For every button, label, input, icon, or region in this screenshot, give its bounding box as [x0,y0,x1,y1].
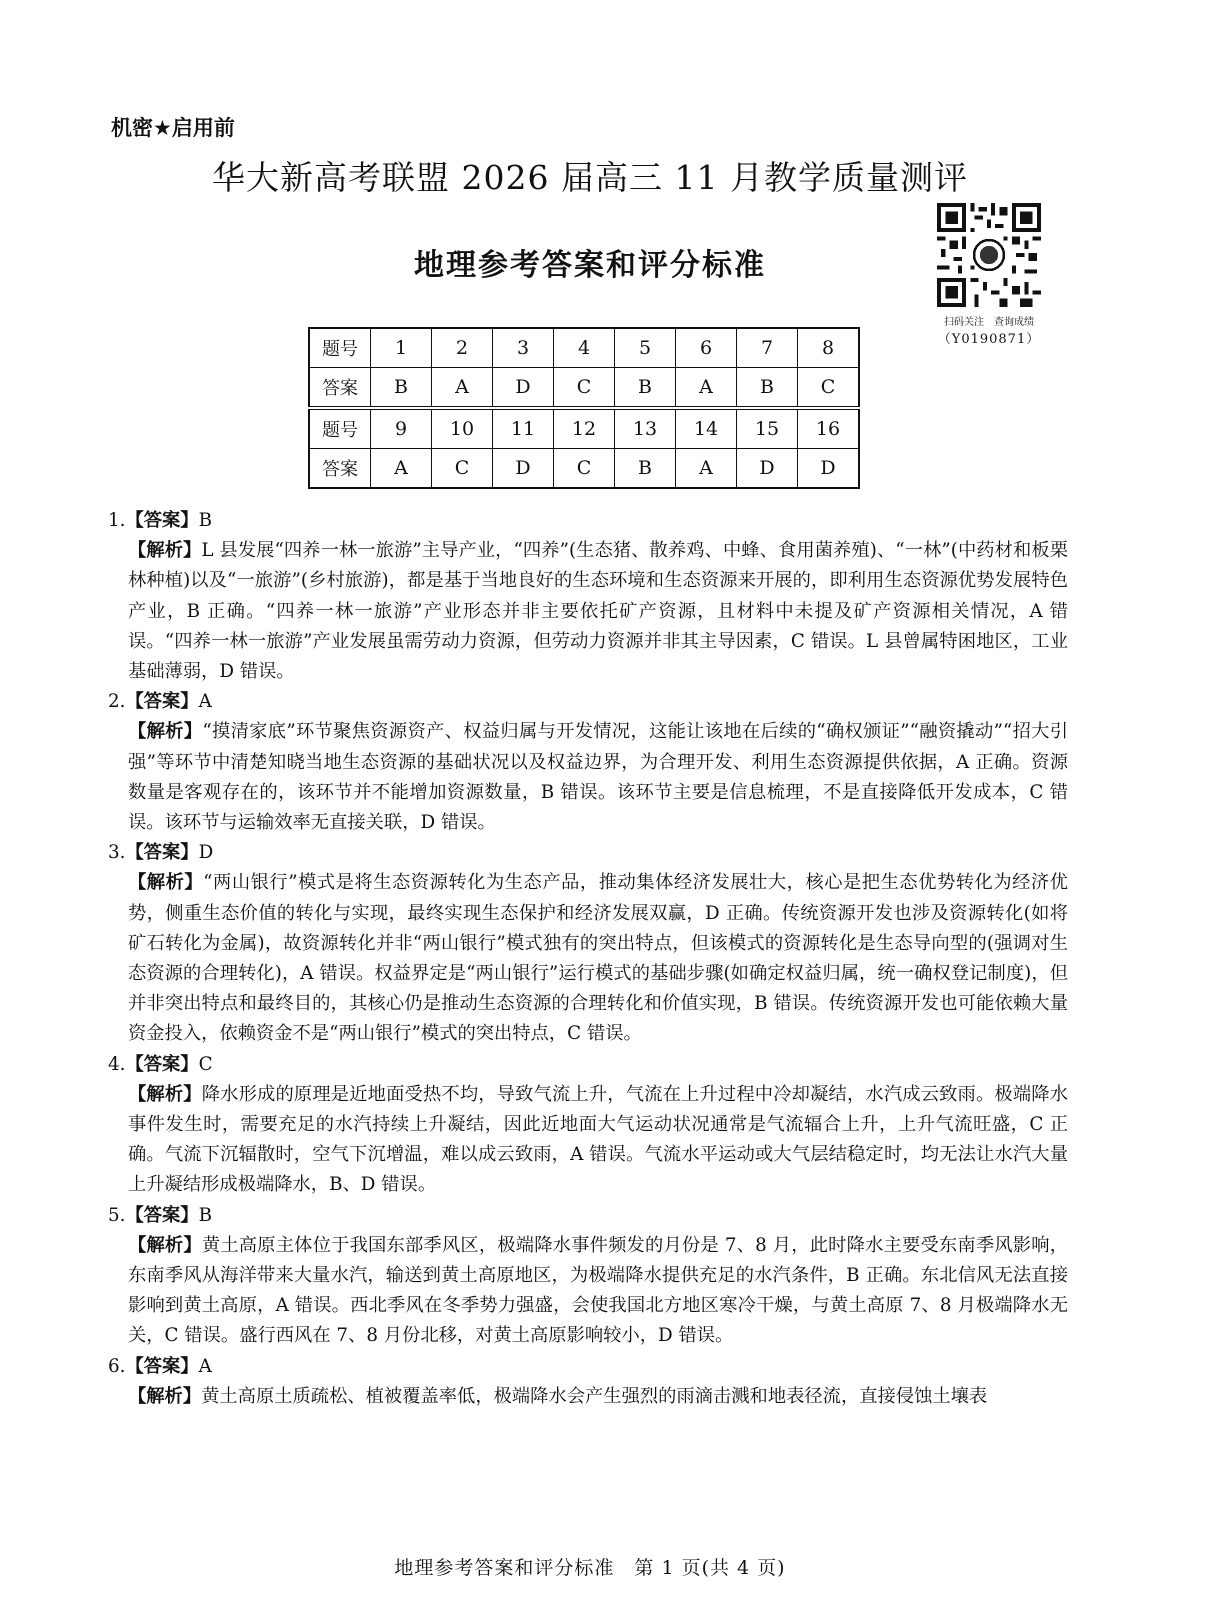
qr-caption: 扫码关注 查询成绩 [944,317,1034,328]
question-block [108,687,1068,838]
explanation-label: 【解析】 [128,872,204,894]
explanation-label: 【解析】 [128,721,203,743]
question-number: 11 [493,408,554,449]
question-block [108,1201,1068,1352]
answer-line [108,1352,1068,1382]
table-row-answers-2 [309,449,859,489]
explanation [128,1231,1068,1352]
answer-cell: A [432,368,493,409]
answer-value: A [198,1355,212,1377]
answer-cell: B [371,368,432,409]
question-block [108,506,1068,687]
question-number: 16 [798,408,860,449]
table-header-answer: 答案 [309,449,371,489]
answer-table [308,327,860,489]
question-number-label: 4. [108,1053,126,1075]
table-row-answers-1 [309,368,859,409]
answer-value: A [198,691,212,713]
question-number: 5 [615,328,676,368]
explanation [128,536,1068,687]
question-number: 2 [432,328,493,368]
answer-cell: D [737,449,798,489]
answer-cell: A [676,368,737,409]
table-header-question: 题号 [309,408,371,449]
answer-explanations [108,506,1068,1412]
question-block [108,1050,1068,1201]
table-row-numbers-2 [309,408,859,449]
answer-cell: C [554,368,615,409]
explanation [128,1382,1068,1412]
answer-line [108,687,1068,717]
question-number: 1 [371,328,432,368]
question-number: 8 [798,328,860,368]
exam-title: 华大新高考联盟 2026 届高三 11 月教学质量测评 [212,158,968,197]
answer-cell: C [798,368,860,409]
explanation-text: 黄土高原主体位于我国东部季风区，极端降水事件频发的月份是 7、8 月，此时降水主要受东南季风影响，东南季风从海洋带来大量水汽，输送到黄土高原地区，为极端降水提供充足的水汽条件，B 正确。东北信风无法直接影响到黄土高原，A 错误。西北季风在冬季势力强盛，会使我国北方地区寒冷干燥，与黄土高原 7、8 月极端降水无关，C 错误。盛行西风在 7、8 月份北移，对黄土高原影响较小，D 错误。 [128,1234,1068,1347]
table-header-question: 题号 [309,328,371,368]
question-number: 15 [737,408,798,449]
answer-value: B [198,510,213,531]
question-number-label: 1. [108,510,126,531]
explanation-text: 降水形成的原理是近地面受热不均，导致气流上升，气流在上升过程中冷却凝结，水汽成云致雨。极端降水事件发生时，需要充足的水汽持续上升凝结，因此近地面大气运动状况通常是气流辐合上升，上升气流旺盛，C 正确。气流下沉辐散时，空气下沉增温，难以成云致雨，A 错误。气流水平运动或大气层结稳定时，均无法让水汽大量上升凝结形成极端降水，B、D 错误。 [128,1083,1069,1196]
qr-code-icon[interactable] [936,203,1042,307]
qr-block [928,203,1050,347]
explanation-text: “摸清家底”环节聚焦资源资产、权益归属与开发情况，这能让该地在后续的“确权颁证”“融资撬动”“招大引强”等环节中清楚知晓当地生态资源的基础状况以及权益边界，为合理开发、利用生态资源提供依据，A 正确。资源数量是客观存在的，该环节并不能增加资源数量，B 错误。该环节主要是信息梳理，不是直接降低开发成本，C 错误。该环节与运输效率无直接关联，D 错误。 [128,721,1069,834]
question-block [108,1352,1068,1412]
answer-value: D [198,842,214,864]
page-footer: 地理参考答案和评分标准 第 1 页(共 4 页) [394,1557,786,1579]
question-number-label: 3. [108,842,126,864]
explanation-label: 【解析】 [128,540,202,562]
question-number: 7 [737,328,798,368]
answer-line [108,1201,1068,1231]
question-number-label: 5. [108,1204,126,1226]
explanation-label: 【解析】 [128,1083,202,1105]
answer-label: 【答案】 [125,842,199,864]
answer-label: 【答案】 [125,1204,199,1226]
explanation-label: 【解析】 [128,1385,202,1407]
answer-cell: B [737,368,798,409]
answer-cell: A [371,449,432,489]
explanation-text: L 县发展“四养一林一旅游”主导产业，“四养”(生态猪、散养鸡、中蜂、食用菌养殖)、“一林”(中药材和板栗林种植)以及“一旅游”(乡村旅游)，都是基于当地良好的生态环境和生态资源来开展的，即利用生态资源优势发展特色产业，B 正确。“四养一林一旅游”产业形态并非主要依托矿产资源，且材料中未提及矿产资源相关情况，A 错误。“四养一林一旅游”产业发展虽需劳动力资源，但劳动力资源并非其主导因素，C 错误。L 县曾属特困地区，工业基础薄弱，D 错误。 [128,540,1068,683]
explanation [128,717,1068,838]
answer-cell: C [432,449,493,489]
explanation [128,1080,1068,1201]
answer-value: B [198,1204,213,1226]
answer-cell: C [554,449,615,489]
question-number: 9 [371,408,432,449]
explanation-text: 黄土高原土质疏松、植被覆盖率低，极端降水会产生强烈的雨滴击溅和地表径流，直接侵蚀土壤表 [201,1385,988,1407]
explanation-label: 【解析】 [128,1234,202,1256]
question-number: 10 [432,408,493,449]
answer-cell: D [798,449,860,489]
answer-cell: A [676,449,737,489]
answer-label: 【答案】 [125,691,199,713]
answer-cell: B [615,368,676,409]
question-number-label: 2. [108,691,126,713]
explanation [128,868,1068,1049]
answer-label: 【答案】 [125,1053,199,1075]
question-block [108,838,1068,1049]
question-number: 4 [554,328,615,368]
qr-exam-code: （Y0190871） [937,332,1041,347]
table-row-numbers-1 [309,328,859,368]
answer-line [108,506,1068,536]
confidential-label: 机密★启用前 [111,116,235,140]
answer-cell: B [615,449,676,489]
answer-cell: D [493,368,554,409]
answer-key-title: 地理参考答案和评分标准 [414,248,766,283]
question-number-label: 6. [108,1355,126,1377]
question-number: 14 [676,408,737,449]
question-number: 12 [554,408,615,449]
answer-cell: D [493,449,554,489]
question-number: 6 [676,328,737,368]
question-number: 13 [615,408,676,449]
answer-label: 【答案】 [125,510,199,531]
answer-label: 【答案】 [125,1355,199,1377]
answer-value: C [198,1053,213,1075]
question-number: 3 [493,328,554,368]
explanation-text: “两山银行”模式是将生态资源转化为生态产品，推动集体经济发展壮大，核心是把生态优势转化为经济优势，侧重生态价值的转化与实现，最终实现生态保护和经济发展双赢，D 正确。传统资源开发也涉及资源转化(如将矿石转化为金属)，故资源转化并非“两山银行”模式独有的突出特点，但该模式的资源转化是生态导向型的(强调对生态资源的合理转化)，A 错误。权益界定是“两山银行”运行模式的基础步骤(如确定权益归属，统一确权登记制度)，但并非突出特点和最终目的，其核心仍是推动生态资源的合理转化和价值实现，B 错误。传统资源开发也可能依赖大量资金投入，依赖资金不是“两山银行”模式的突出特点，C 错误。 [128,872,1068,1045]
answer-line [108,838,1068,868]
table-header-answer: 答案 [309,368,371,409]
answer-line [108,1050,1068,1080]
